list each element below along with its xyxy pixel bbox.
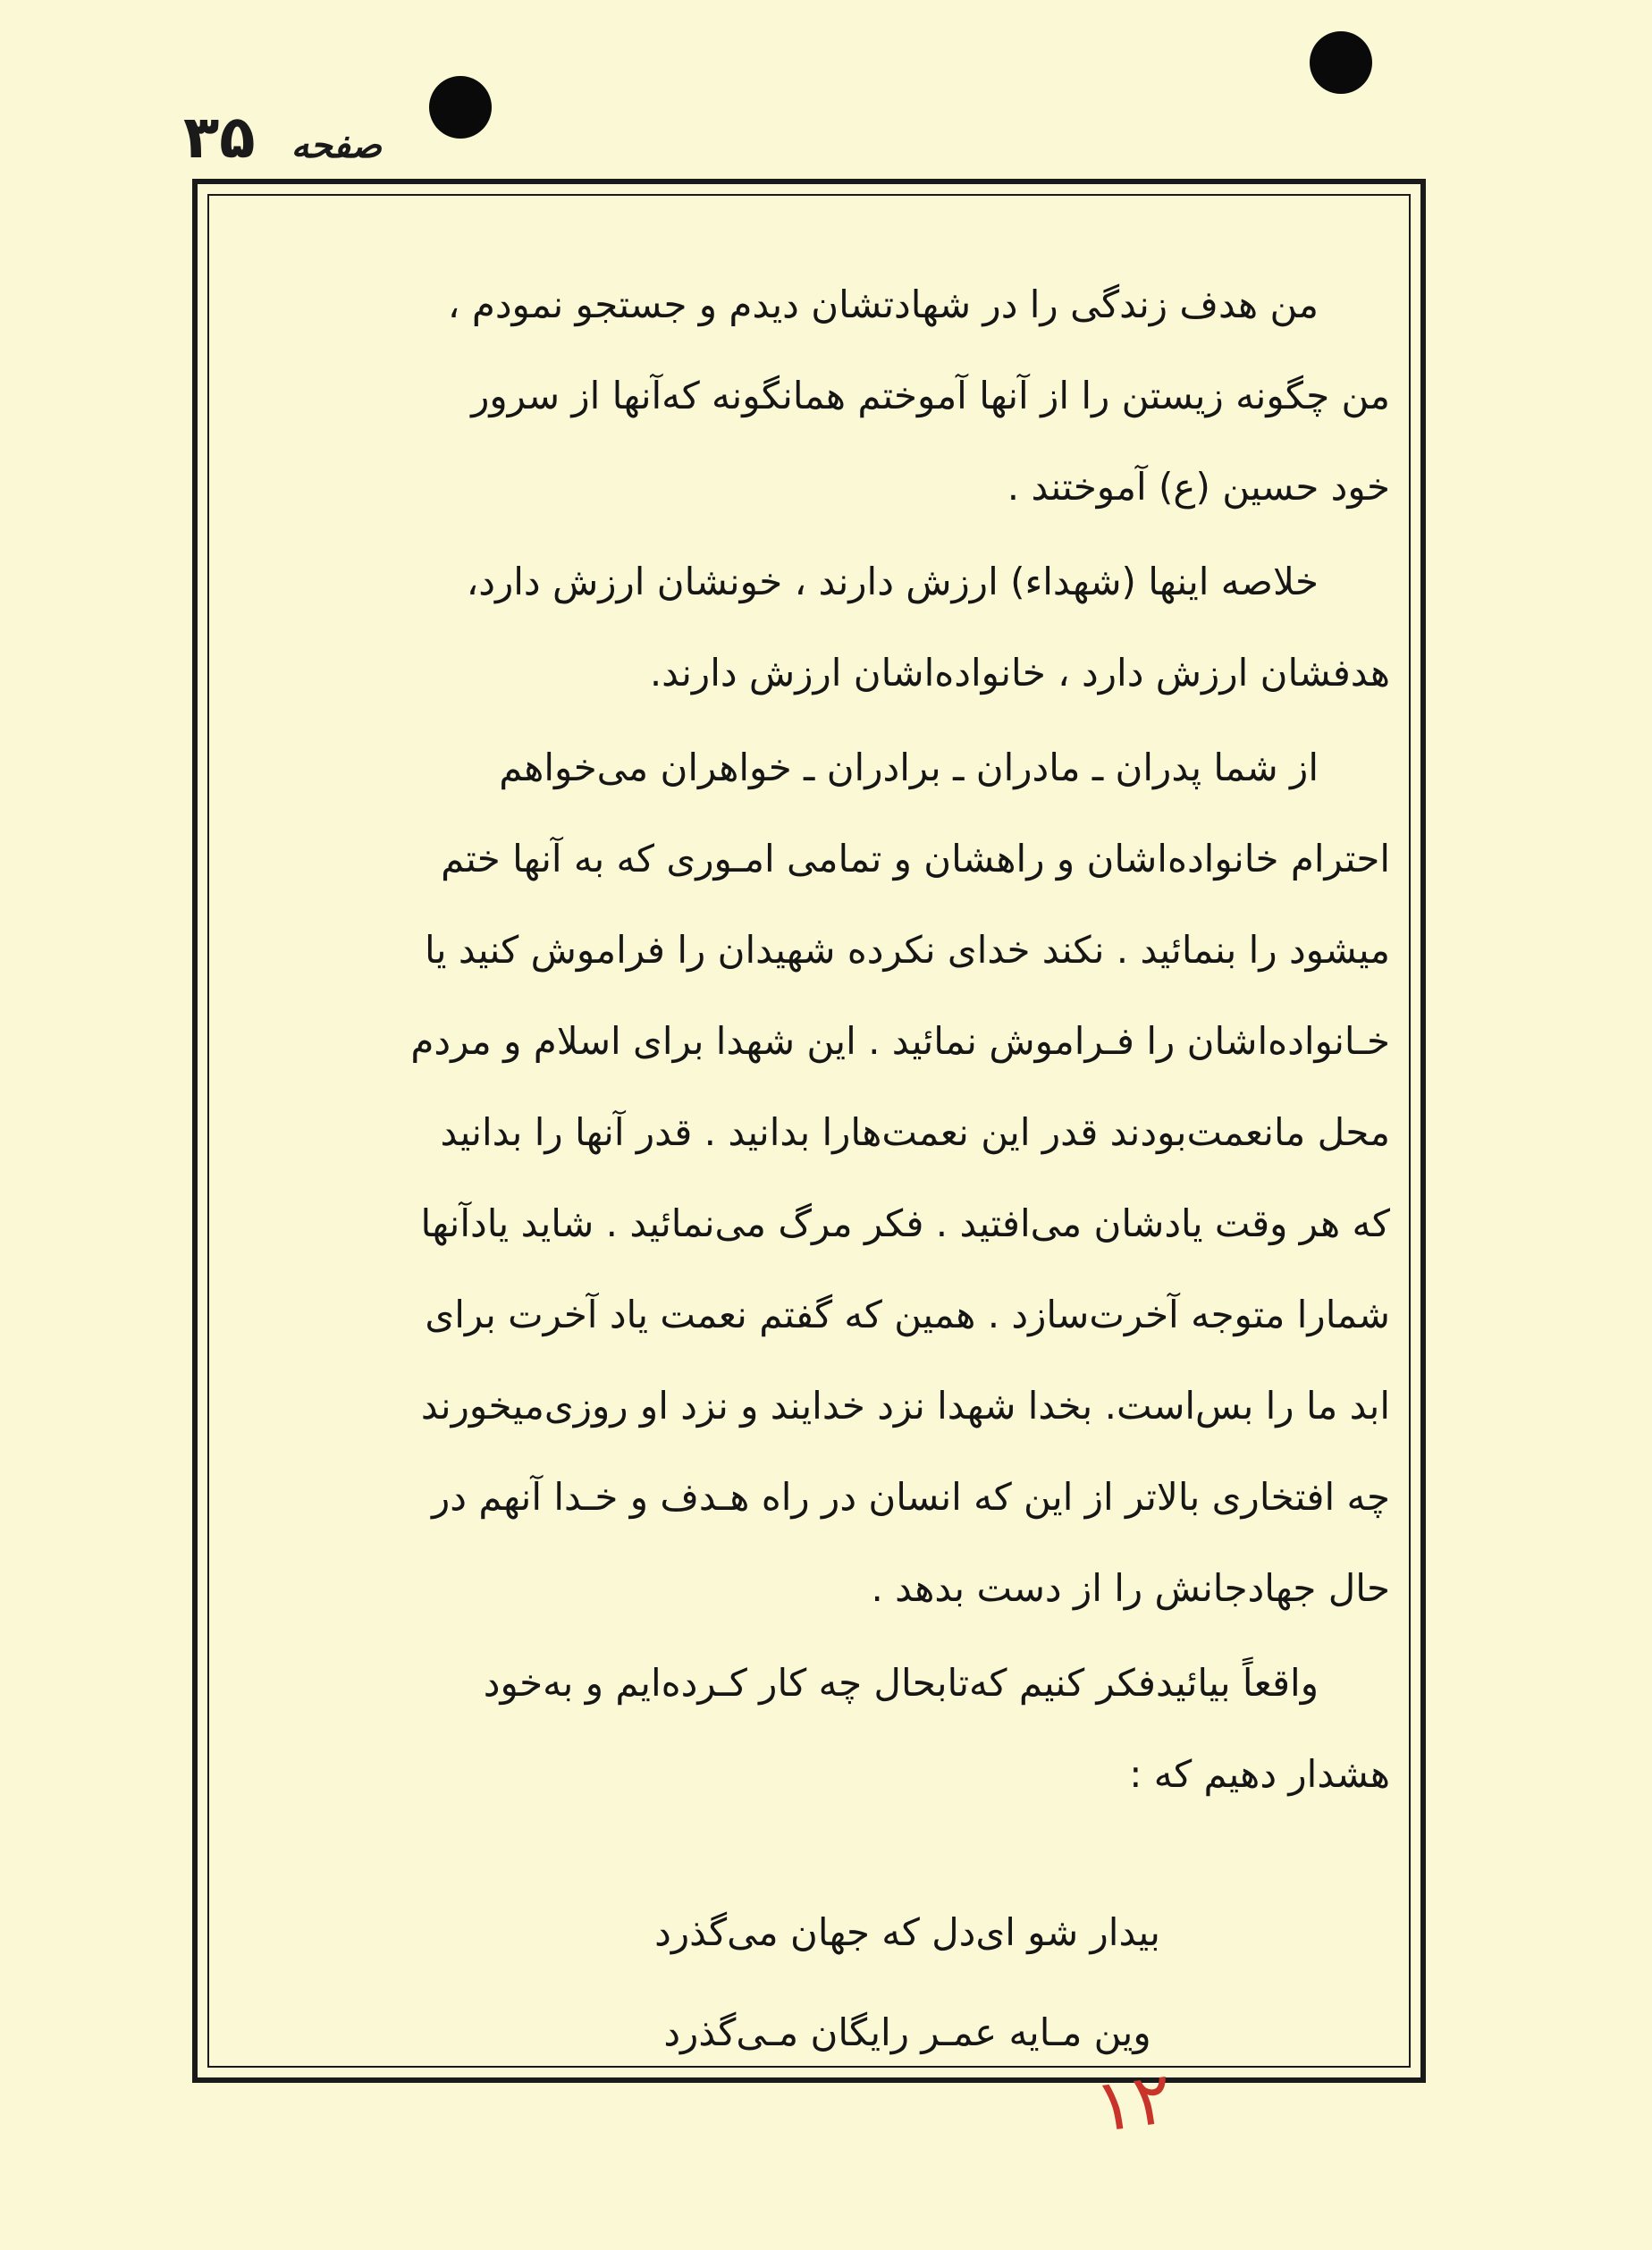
text-line: خـانواده‌اشان را فـراموش نمائید . این شهدا برای اسلام و مردم [410, 1019, 1390, 1063]
text-line: میشود را بنمائید . نکند خدای نکرده شهیدان را فراموش کنید یا [425, 928, 1390, 972]
text-line: حال جهاد‌جانش را از دست بدهد . [871, 1566, 1390, 1610]
page-label: صفحه [291, 124, 383, 166]
punch-hole-left [429, 76, 492, 139]
punch-hole-right [1310, 31, 1372, 94]
text-line: هدفشان ارزش دارد ، خانواده‌اشان ارزش دارند. [649, 651, 1390, 695]
paragraph [228, 536, 1390, 719]
text-line: چه افتخاری بالاتر از این که انسان در راه هـدف و خـدا آنهم در [432, 1475, 1390, 1519]
paragraph [228, 259, 1390, 533]
text-line: شمارا متوجه آخرت‌سازد . همین که گفتم نعمت یاد آخرت برای [425, 1293, 1390, 1336]
text-line: من چگونه زیستن را از آنها آموختم همانگونه که‌آنها از سرور [471, 374, 1390, 417]
verse-line: بیدار شو ای‌دل که جهان می‌گذرد [654, 1910, 1160, 1954]
text-line: که هر وقت یادشان می‌افتید . فکر مرگ می‌نمائید . شاید یادآنها [420, 1201, 1390, 1245]
text-line: احترام خانواده‌اشان و راهشان و تمامی امـوری که به آنها ختم [441, 837, 1390, 881]
text-line: خلاصه اینها (شهداء) ارزش دارند ، خونشان ارزش دارد، [466, 560, 1319, 603]
text-line: واقعاً بیائیدفکر کنیم که‌تابحال چه کار کـرده‌ایم و به‌خود [483, 1661, 1319, 1705]
text-line: محل مانعمت‌بودند قدر این نعمت‌هارا بدانید . قدر آنها را بدانید [440, 1110, 1390, 1154]
paragraph [228, 722, 1390, 1634]
text-line: هشدار دهیم که : [1129, 1752, 1390, 1796]
body-text [228, 259, 1390, 2083]
poem-verse [228, 1883, 1390, 2083]
text-line: از شما پدران ـ مادران ـ برادران ـ خواهران می‌خواهم [499, 746, 1319, 789]
page-number: ۳۵ [183, 103, 256, 172]
verse-line: وین مـایه عمـر رایگان مـی‌گذرد [663, 2010, 1151, 2054]
text-line: خود حسین (ع) آموختند . [1007, 465, 1390, 509]
text-line: من هدف زندگی را در شهادتشان دیدم و جستجو نمودم ، [447, 282, 1319, 326]
handwritten-mark: ۱۲ [1089, 2055, 1177, 2149]
paragraph [228, 1638, 1390, 1820]
page-header [183, 103, 382, 172]
text-line: ابد ما را بس‌است. بخدا شهدا نزد خدایند و نزد او روزی‌میخورند [420, 1384, 1390, 1428]
